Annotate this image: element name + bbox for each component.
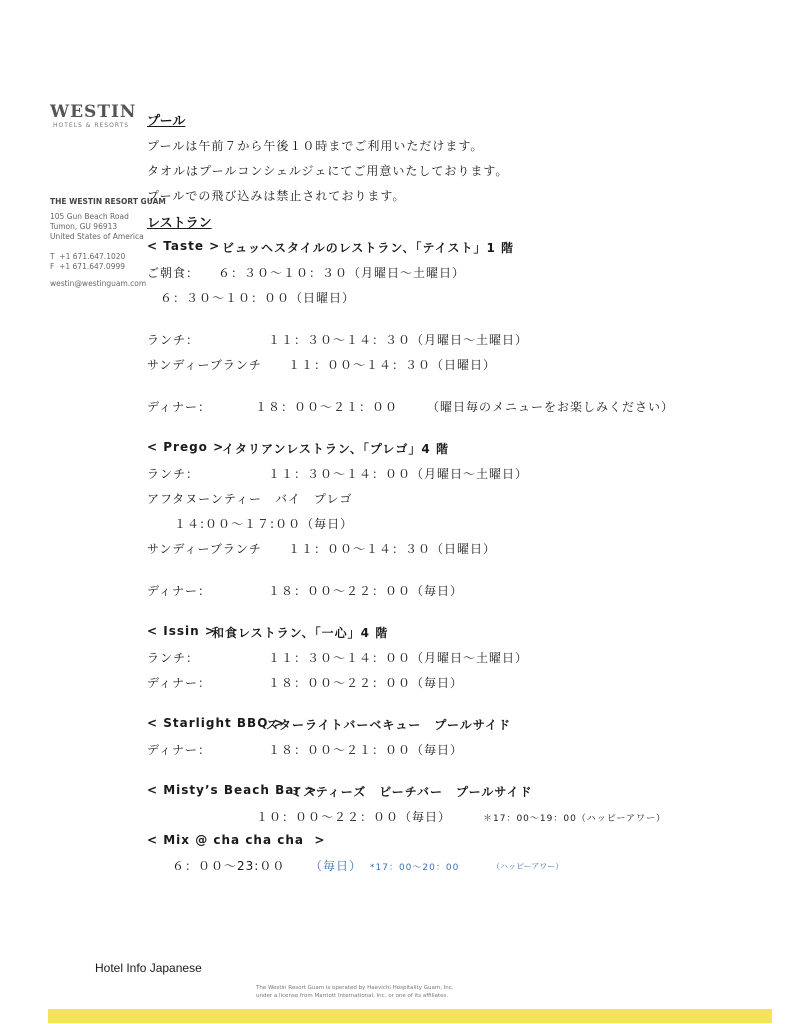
address-line-2: Tumon, GU 96913 bbox=[50, 222, 118, 231]
starlight-dinner-label: ディナー： bbox=[147, 743, 212, 757]
pool-line-1: プールは午前７から午後１０時までご利用いただけます。 bbox=[147, 139, 484, 153]
taste-dinner-hours: １８：００～２１：００ bbox=[255, 400, 399, 414]
prego-brunch-label: サンディーブランチ bbox=[147, 542, 262, 556]
footer-accent-bar bbox=[48, 1009, 772, 1023]
misty-tag: < Misty’s Beach Bar > bbox=[147, 783, 318, 797]
misty-title: ミスティーズ ビーチバー プールサイド bbox=[290, 785, 533, 799]
mix-tag: < Mix @ cha cha cha > bbox=[147, 833, 326, 847]
starlight-tag: < Starlight BBQ > bbox=[147, 716, 285, 730]
taste-brunch-hours: １１：００～１４：３０（日曜日） bbox=[288, 358, 497, 372]
restaurants-heading: レストラン bbox=[147, 216, 212, 231]
issin-dinner-hours: １８：００～２２：００（毎日） bbox=[268, 676, 464, 690]
mix-happy-label: （ハッピーアワー） bbox=[492, 862, 564, 871]
prego-tea-label: アフタヌーンティー バイ プレゴ bbox=[147, 492, 353, 506]
pool-line-2: タオルはプールコンシェルジェにてご用意いたしております。 bbox=[147, 164, 509, 178]
brand-logo: WESTIN bbox=[50, 102, 137, 122]
issin-title: 和食レストラン、「一心」4 階 bbox=[212, 626, 389, 640]
taste-brunch-label: サンディーブランチ bbox=[147, 358, 262, 372]
resort-name: THE WESTIN RESORT GUAM bbox=[50, 197, 166, 206]
mix-hours-note: （毎日） bbox=[310, 859, 363, 873]
pool-line-3: プールでの飛び込みは禁止されております。 bbox=[147, 189, 406, 203]
taste-breakfast-hours-2: ６：３０～１０：００（日曜日） bbox=[160, 291, 356, 305]
mix-happy-time: *17：00～20：00 bbox=[370, 863, 460, 873]
issin-tag: < Issin > bbox=[147, 624, 216, 638]
issin-dinner-label: ディナー： bbox=[147, 676, 212, 690]
issin-lunch-label: ランチ： bbox=[147, 651, 200, 665]
phone: T +1 671.647.1020 bbox=[50, 252, 126, 261]
taste-dinner-label: ディナー： bbox=[147, 400, 212, 414]
misty-hours: １０：００～２２：００（毎日） bbox=[256, 810, 452, 824]
prego-dinner-hours: １８：００～２２：００（毎日） bbox=[268, 584, 464, 598]
taste-lunch-hours: １１：３０～１４：３０（月曜日～土曜日） bbox=[268, 333, 529, 347]
prego-title: イタリアンレストラン、「プレゴ」4 階 bbox=[222, 442, 449, 456]
address-line-1: 105 Gun Beach Road bbox=[50, 212, 129, 221]
prego-tea-hours: １４:００～１７:００（毎日） bbox=[174, 517, 354, 531]
address-line-3: United States of America bbox=[50, 232, 144, 241]
issin-lunch-hours: １１：３０～１４：００（月曜日～土曜日） bbox=[268, 651, 529, 665]
prego-tag: < Prego > bbox=[147, 440, 225, 454]
mix-hours: ６：００～23:００ bbox=[172, 859, 286, 873]
taste-tag: < Taste > bbox=[147, 239, 221, 253]
pool-heading: プール bbox=[147, 114, 186, 129]
fax: F +1 671.647.0999 bbox=[50, 262, 126, 271]
taste-dinner-note: （曜日毎のメニューをお楽しみください） bbox=[427, 400, 675, 414]
taste-lunch-label: ランチ： bbox=[147, 333, 200, 347]
misty-happy-hour: ＊17：00～19：00（ハッピーアワー） bbox=[483, 814, 666, 824]
prego-dinner-label: ディナー： bbox=[147, 584, 212, 598]
footer-operator-note: The Westin Resort Guam is operated by Haevichi Hospitality Guam, Inc. under a license from Marriott International, Inc. or one of its affiliates. bbox=[256, 985, 454, 999]
taste-title: ビュッヘスタイルのレストラン、「テイスト」1 階 bbox=[222, 241, 515, 255]
prego-brunch-hours: １１：００～１４：３０（日曜日） bbox=[288, 542, 497, 556]
starlight-title: スターライトバーベキュー プールサイド bbox=[266, 718, 511, 732]
taste-breakfast-hours-1: ６：３０～１０：３０（月曜日～土曜日） bbox=[218, 266, 466, 280]
email: westin@westinguam.com bbox=[50, 279, 147, 288]
starlight-dinner-hours: １８：００～２１：００（毎日） bbox=[268, 743, 464, 757]
footer-label: Hotel Info Japanese bbox=[95, 961, 202, 975]
taste-breakfast-label: ご朝食： bbox=[147, 266, 200, 280]
brand-subtitle: HOTELS & RESORTS bbox=[53, 122, 130, 129]
prego-lunch-label: ランチ： bbox=[147, 467, 200, 481]
prego-lunch-hours: １１：３０～１４：００（月曜日～土曜日） bbox=[268, 467, 529, 481]
